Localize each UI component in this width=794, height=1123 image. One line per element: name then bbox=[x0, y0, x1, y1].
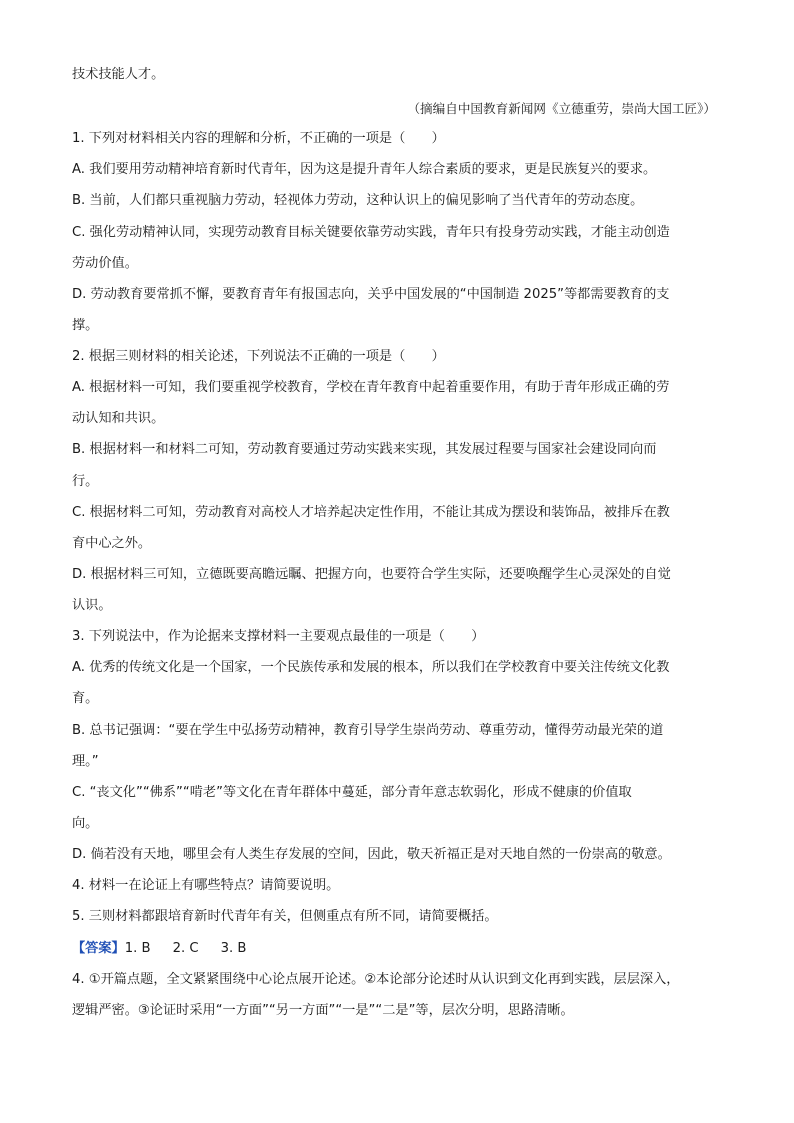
question-3-stem: 3. 下列说法中，作为论据来支撑材料一主要观点最佳的一项是（ ） bbox=[72, 629, 485, 644]
question-1-option-c: C. 强化劳动精神认同，实现劳动教育目标关键要依靠劳动实践，青年只有投身劳动实践，才能主动创造 bbox=[72, 225, 670, 240]
question-2-option-b: B. 根据材料一和材料二可知，劳动教育要通过劳动实践来实现，其发展过程要与国家社会建设同向而 bbox=[72, 442, 657, 457]
question-2-option-a: A. 根据材料一可知，我们要重视学校教育，学校在青年教育中起着重要作用，有助于青年形成正确的劳 bbox=[72, 380, 670, 395]
text-line: 技术技能人才。 bbox=[72, 67, 165, 82]
question-1-option-d: D. 劳动教育要常抓不懈，要教育青年有报国志向，关乎中国发展的“中国制造 2025”等都需要教育的支 bbox=[72, 287, 670, 302]
question-2-option-c-cont: 育中心之外。 bbox=[72, 536, 152, 551]
question-1-option-d-cont: 撑。 bbox=[72, 318, 99, 333]
question-2-option-c: C. 根据材料二可知，劳动教育对高校人才培养起决定性作用，不能让其成为摆设和装饰品，被排斥在教 bbox=[72, 505, 670, 520]
question-3-option-c: C. “丧文化”“佛系”“啃老”等文化在青年群体中蔓延，部分青年意志软弱化，形成不健康的价值取 bbox=[72, 785, 632, 800]
question-4-stem: 4. 材料一在论证上有哪些特点？请简要说明。 bbox=[72, 878, 340, 893]
question-2-option-a-cont: 动认知和共识。 bbox=[72, 411, 165, 426]
question-3-option-c-cont: 向。 bbox=[72, 816, 99, 831]
answer-item: 3. B bbox=[220, 941, 247, 956]
answer-key bbox=[72, 940, 268, 958]
question-1-stem: 1. 下列对材料相关内容的理解和分析，不正确的一项是（ ） bbox=[72, 131, 445, 146]
answer-item: 1. B bbox=[124, 941, 151, 956]
answer-label: 【答案】 bbox=[72, 941, 125, 956]
question-3-option-b-cont: 理。” bbox=[72, 754, 99, 769]
question-1-option-b: B. 当前，人们都只重视脑力劳动，轻视体力劳动，这种认识上的偏见影响了当代青年的劳动态度。 bbox=[72, 193, 644, 208]
question-5-stem: 5. 三则材料都跟培育新时代青年有关，但侧重点有所不同，请简要概括。 bbox=[72, 909, 498, 924]
question-1-option-c-cont: 劳动价值。 bbox=[72, 256, 138, 271]
answer-item: 2. C bbox=[172, 941, 199, 956]
question-3-option-b: B. 总书记强调：“要在学生中弘扬劳动精神，教育引导学生崇尚劳动、尊重劳动，懂得劳动最光荣的道 bbox=[72, 723, 664, 738]
question-2-option-b-cont: 行。 bbox=[72, 474, 99, 489]
answer-4-line-2: 逻辑严密。③论证时采用“一方面”“另一方面”“一是”“二是”等，层次分明，思路清晰。 bbox=[72, 1003, 574, 1018]
question-2-option-d: D. 根据材料三可知，立德既要高瞻远瞩、把握方向，也要符合学生实际，还要唤醒学生心灵深处的自觉 bbox=[72, 567, 671, 582]
question-2-stem: 2. 根据三则材料的相关论述，下列说法不正确的一项是（ ） bbox=[72, 349, 445, 364]
question-3-option-d: D. 倘若没有天地，哪里会有人类生存发展的空间，因此，敬天祈福正是对天地自然的一份崇高的敬意。 bbox=[72, 847, 671, 862]
question-1-option-a: A. 我们要用劳动精神培育新时代青年，因为这是提升青年人综合素质的要求，更是民族复兴的要求。 bbox=[72, 162, 657, 177]
question-3-option-a: A. 优秀的传统文化是一个国家，一个民族传承和发展的根本，所以我们在学校教育中要关注传统文化教 bbox=[72, 660, 670, 675]
answer-4-line-1: 4. ①开篇点题，全文紧紧围绕中心论点展开论述。②本论部分论述时从认识到文化再到实践，层层深入， bbox=[72, 972, 680, 987]
question-3-option-a-cont: 育。 bbox=[72, 691, 99, 706]
question-2-option-d-cont: 认识。 bbox=[72, 598, 112, 613]
source-citation: （摘编自中国教育新闻网《立德重劳，崇尚大国工匠》） bbox=[407, 101, 716, 116]
